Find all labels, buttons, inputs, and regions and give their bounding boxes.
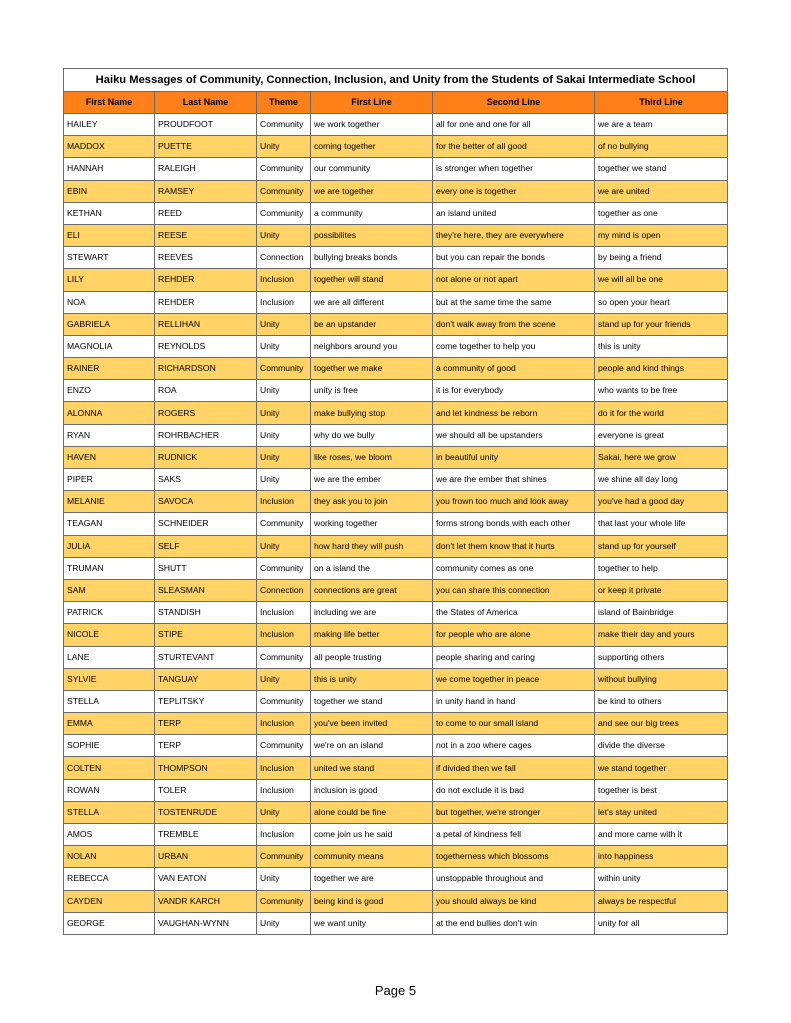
third-line-cell: stand up for your friends — [595, 313, 728, 335]
theme-cell: Community — [257, 890, 311, 912]
second-line-cell: do not exclude it is bad — [433, 779, 595, 801]
third-line-cell: we stand together — [595, 757, 728, 779]
first-line-cell: together will stand — [311, 269, 433, 291]
table-row — [64, 890, 728, 912]
table-row — [64, 535, 728, 557]
first-name-cell: HAVEN — [64, 446, 155, 468]
third-line-cell: and see our big trees — [595, 713, 728, 735]
second-line-cell: we should all be upstanders — [433, 424, 595, 446]
first-name-cell: KETHAN — [64, 202, 155, 224]
theme-cell: Community — [257, 646, 311, 668]
table-row — [64, 846, 728, 868]
first-name-cell: SOPHIE — [64, 735, 155, 757]
table-title: Haiku Messages of Community, Connection, Inclusion, and Unity from the Students of Sakai Intermediate School — [64, 69, 728, 92]
last-name-cell: TERP — [155, 735, 257, 757]
theme-cell: Unity — [257, 535, 311, 557]
first-line-cell: united we stand — [311, 757, 433, 779]
theme-cell: Connection — [257, 247, 311, 269]
last-name-cell: RUDNICK — [155, 446, 257, 468]
second-line-cell: you should always be kind — [433, 890, 595, 912]
first-name-cell: SAM — [64, 579, 155, 601]
last-name-cell: RELLIHAN — [155, 313, 257, 335]
second-line-cell: to come to our small island — [433, 713, 595, 735]
table-row — [64, 557, 728, 579]
second-line-cell: we are the ember that shines — [433, 469, 595, 491]
table-row — [64, 646, 728, 668]
second-line-cell: but at the same time the same — [433, 291, 595, 313]
last-name-cell: ROA — [155, 380, 257, 402]
table-row — [64, 335, 728, 357]
third-line-cell: together to help — [595, 557, 728, 579]
third-line-cell: without bullying — [595, 668, 728, 690]
first-line-cell: possibilites — [311, 224, 433, 246]
last-name-cell: VAUGHAN-WYNN — [155, 912, 257, 934]
table-row — [64, 202, 728, 224]
last-name-cell: SAVOCA — [155, 491, 257, 513]
second-line-cell: every one is together — [433, 180, 595, 202]
last-name-cell: THOMPSON — [155, 757, 257, 779]
first-name-cell: EBIN — [64, 180, 155, 202]
second-line-cell: don't walk away from the scene — [433, 313, 595, 335]
third-line-cell: divide the diverse — [595, 735, 728, 757]
table-row — [64, 446, 728, 468]
first-line-cell: including we are — [311, 602, 433, 624]
third-line-cell: Sakai, here we grow — [595, 446, 728, 468]
first-line-cell: being kind is good — [311, 890, 433, 912]
table-row — [64, 690, 728, 712]
first-line-cell: unity is free — [311, 380, 433, 402]
first-line-cell: making life better — [311, 624, 433, 646]
last-name-cell: TERP — [155, 713, 257, 735]
theme-cell: Community — [257, 557, 311, 579]
second-line-cell: and let kindness be reborn — [433, 402, 595, 424]
theme-cell: Inclusion — [257, 291, 311, 313]
last-name-cell: SCHNEIDER — [155, 513, 257, 535]
theme-cell: Inclusion — [257, 779, 311, 801]
third-line-cell: do it for the world — [595, 402, 728, 424]
third-line-cell: people and kind things — [595, 358, 728, 380]
third-line-cell: everyone is great — [595, 424, 728, 446]
second-line-cell: community comes as one — [433, 557, 595, 579]
first-name-cell: RAINER — [64, 358, 155, 380]
second-line-cell: is stronger when together — [433, 158, 595, 180]
last-name-cell: REESE — [155, 224, 257, 246]
page-number: Page 5 — [374, 983, 417, 998]
table-row — [64, 491, 728, 513]
table-row — [64, 136, 728, 158]
theme-cell: Inclusion — [257, 624, 311, 646]
table-row — [64, 180, 728, 202]
third-line-cell: you've had a good day — [595, 491, 728, 513]
first-line-cell: we are together — [311, 180, 433, 202]
table-row — [64, 801, 728, 823]
second-line-cell: don't let them know that it hurts — [433, 535, 595, 557]
second-line-cell: they're here, they are everywhere — [433, 224, 595, 246]
second-line-cell: you frown too much and look away — [433, 491, 595, 513]
third-line-cell: we will all be one — [595, 269, 728, 291]
first-line-cell: inclusion is good — [311, 779, 433, 801]
first-name-cell: NICOLE — [64, 624, 155, 646]
last-name-cell: URBAN — [155, 846, 257, 868]
second-line-cell: for the better of all good — [433, 136, 595, 158]
last-name-cell: TOLER — [155, 779, 257, 801]
theme-cell: Inclusion — [257, 824, 311, 846]
last-name-cell: STANDISH — [155, 602, 257, 624]
first-line-cell: you've been invited — [311, 713, 433, 735]
third-line-cell: who wants to be free — [595, 380, 728, 402]
theme-cell: Unity — [257, 224, 311, 246]
third-line-cell: we shine all day long — [595, 469, 728, 491]
first-line-cell: alone could be fine — [311, 801, 433, 823]
first-name-cell: MAGNOLIA — [64, 335, 155, 357]
table-row — [64, 912, 728, 934]
last-name-cell: REEVES — [155, 247, 257, 269]
first-name-cell: NOLAN — [64, 846, 155, 868]
first-name-cell: ELI — [64, 224, 155, 246]
second-line-cell: all for one and one for all — [433, 114, 595, 136]
third-line-cell: within unity — [595, 868, 728, 890]
table-row — [64, 668, 728, 690]
first-name-cell: REBECCA — [64, 868, 155, 890]
second-line-cell: people sharing and caring — [433, 646, 595, 668]
third-line-cell: into happiness — [595, 846, 728, 868]
first-line-cell: they ask you to join — [311, 491, 433, 513]
last-name-cell: TANGUAY — [155, 668, 257, 690]
second-line-cell: you can share this connection — [433, 579, 595, 601]
last-name-cell: REHDER — [155, 269, 257, 291]
table-row — [64, 402, 728, 424]
theme-cell: Inclusion — [257, 713, 311, 735]
third-line-cell: so open your heart — [595, 291, 728, 313]
first-name-cell: EMMA — [64, 713, 155, 735]
last-name-cell: SHUTT — [155, 557, 257, 579]
third-line-cell: my mind is open — [595, 224, 728, 246]
first-name-cell: HAILEY — [64, 114, 155, 136]
first-line-cell: make bullying stop — [311, 402, 433, 424]
second-line-cell: in unity hand in hand — [433, 690, 595, 712]
table-row — [64, 158, 728, 180]
table-row — [64, 358, 728, 380]
first-line-cell: this is unity — [311, 668, 433, 690]
theme-cell: Unity — [257, 912, 311, 934]
first-line-cell: bullying breaks bonds — [311, 247, 433, 269]
table-row — [64, 469, 728, 491]
first-line-cell: together we are — [311, 868, 433, 890]
first-name-cell: STELLA — [64, 690, 155, 712]
first-name-cell: CAYDEN — [64, 890, 155, 912]
third-line-cell: together we stand — [595, 158, 728, 180]
table-row — [64, 735, 728, 757]
third-line-cell: make their day and yours — [595, 624, 728, 646]
theme-cell: Community — [257, 735, 311, 757]
first-name-cell: TRUMAN — [64, 557, 155, 579]
theme-cell: Community — [257, 846, 311, 868]
second-line-cell: but together, we're stronger — [433, 801, 595, 823]
theme-cell: Community — [257, 158, 311, 180]
first-name-cell: NOA — [64, 291, 155, 313]
first-line-cell: all people trusting — [311, 646, 433, 668]
second-line-cell: for people who are alone — [433, 624, 595, 646]
first-name-cell: ROWAN — [64, 779, 155, 801]
first-line-cell: on a island the — [311, 557, 433, 579]
second-line-cell: not in a zoo where cages — [433, 735, 595, 757]
first-name-cell: TEAGAN — [64, 513, 155, 535]
table-row — [64, 380, 728, 402]
last-name-cell: RAMSEY — [155, 180, 257, 202]
last-name-cell: STURTEVANT — [155, 646, 257, 668]
table-row — [64, 513, 728, 535]
last-name-cell: SLEASMAN — [155, 579, 257, 601]
column-header-second-line: Second Line — [433, 92, 595, 114]
last-name-cell: ROHRBACHER — [155, 424, 257, 446]
first-name-cell: GEORGE — [64, 912, 155, 934]
theme-cell: Unity — [257, 668, 311, 690]
last-name-cell: STIPE — [155, 624, 257, 646]
second-line-cell: in beautiful unity — [433, 446, 595, 468]
column-header-first-name: First Name — [64, 92, 155, 114]
second-line-cell: a community of good — [433, 358, 595, 380]
theme-cell: Community — [257, 180, 311, 202]
first-line-cell: we are all different — [311, 291, 433, 313]
last-name-cell: ROGERS — [155, 402, 257, 424]
table-body — [64, 114, 728, 935]
first-name-cell: STEWART — [64, 247, 155, 269]
second-line-cell: forms strong bonds with each other — [433, 513, 595, 535]
third-line-cell: and more came with it — [595, 824, 728, 846]
first-name-cell: MADDOX — [64, 136, 155, 158]
last-name-cell: RALEIGH — [155, 158, 257, 180]
third-line-cell: or keep it private — [595, 579, 728, 601]
third-line-cell: let's stay united — [595, 801, 728, 823]
theme-cell: Unity — [257, 313, 311, 335]
second-line-cell: not alone or not apart — [433, 269, 595, 291]
first-line-cell: be an upstander — [311, 313, 433, 335]
second-line-cell: if divided then we fall — [433, 757, 595, 779]
theme-cell: Community — [257, 690, 311, 712]
theme-cell: Unity — [257, 335, 311, 357]
last-name-cell: VANDR KARCH — [155, 890, 257, 912]
theme-cell: Unity — [257, 801, 311, 823]
first-name-cell: PIPER — [64, 469, 155, 491]
first-line-cell: how hard they will push — [311, 535, 433, 557]
first-name-cell: STELLA — [64, 801, 155, 823]
table-row — [64, 757, 728, 779]
table-row — [64, 424, 728, 446]
table-title-row — [64, 69, 728, 92]
table-row — [64, 247, 728, 269]
third-line-cell: island of Bainbridge — [595, 602, 728, 624]
first-name-cell: SYLVIE — [64, 668, 155, 690]
column-header-third-line: Third Line — [595, 92, 728, 114]
first-name-cell: COLTEN — [64, 757, 155, 779]
theme-cell: Community — [257, 358, 311, 380]
third-line-cell: that last your whole life — [595, 513, 728, 535]
first-line-cell: a community — [311, 202, 433, 224]
first-line-cell: we want unity — [311, 912, 433, 934]
last-name-cell: REYNOLDS — [155, 335, 257, 357]
table-row — [64, 868, 728, 890]
second-line-cell: we come together in peace — [433, 668, 595, 690]
second-line-cell: the States of America — [433, 602, 595, 624]
last-name-cell: PROUDFOOT — [155, 114, 257, 136]
table-row — [64, 114, 728, 136]
second-line-cell: togetherness which blossoms — [433, 846, 595, 868]
first-line-cell: come join us he said — [311, 824, 433, 846]
first-name-cell: MELANIE — [64, 491, 155, 513]
third-line-cell: of no bullying — [595, 136, 728, 158]
theme-cell: Unity — [257, 136, 311, 158]
table-row — [64, 313, 728, 335]
table-row — [64, 291, 728, 313]
last-name-cell: SAKS — [155, 469, 257, 491]
column-header-first-line: First Line — [311, 92, 433, 114]
haiku-table — [63, 68, 728, 935]
column-header-last-name: Last Name — [155, 92, 257, 114]
third-line-cell: be kind to others — [595, 690, 728, 712]
first-line-cell: we're on an island — [311, 735, 433, 757]
table-row — [64, 602, 728, 624]
first-line-cell: neighbors around you — [311, 335, 433, 357]
second-line-cell: an island united — [433, 202, 595, 224]
second-line-cell: but you can repair the bonds — [433, 247, 595, 269]
table-row — [64, 824, 728, 846]
table-row — [64, 624, 728, 646]
second-line-cell: at the end bullies don't win — [433, 912, 595, 934]
first-line-cell: we are the ember — [311, 469, 433, 491]
column-header-theme: Theme — [257, 92, 311, 114]
first-line-cell: our community — [311, 158, 433, 180]
third-line-cell: this is unity — [595, 335, 728, 357]
last-name-cell: TEPLITSKY — [155, 690, 257, 712]
theme-cell: Community — [257, 114, 311, 136]
first-line-cell: working together — [311, 513, 433, 535]
theme-cell: Inclusion — [257, 491, 311, 513]
third-line-cell: stand up for yourself — [595, 535, 728, 557]
second-line-cell: it is for everybody — [433, 380, 595, 402]
theme-cell: Unity — [257, 402, 311, 424]
table-row — [64, 224, 728, 246]
first-line-cell: connections are great — [311, 579, 433, 601]
last-name-cell: TOSTENRUDE — [155, 801, 257, 823]
first-line-cell: community means — [311, 846, 433, 868]
third-line-cell: supporting others — [595, 646, 728, 668]
table-row — [64, 713, 728, 735]
third-line-cell: we are a team — [595, 114, 728, 136]
theme-cell: Inclusion — [257, 602, 311, 624]
theme-cell: Unity — [257, 380, 311, 402]
last-name-cell: TREMBLE — [155, 824, 257, 846]
first-line-cell: together we stand — [311, 690, 433, 712]
theme-cell: Community — [257, 513, 311, 535]
theme-cell: Unity — [257, 446, 311, 468]
first-name-cell: ENZO — [64, 380, 155, 402]
last-name-cell: VAN EATON — [155, 868, 257, 890]
first-name-cell: LANE — [64, 646, 155, 668]
third-line-cell: always be respectful — [595, 890, 728, 912]
table-row — [64, 779, 728, 801]
first-line-cell: why do we bully — [311, 424, 433, 446]
first-line-cell: coming together — [311, 136, 433, 158]
second-line-cell: a petal of kindness fell — [433, 824, 595, 846]
third-line-cell: together is best — [595, 779, 728, 801]
third-line-cell: together as one — [595, 202, 728, 224]
theme-cell: Inclusion — [257, 757, 311, 779]
first-name-cell: AMOS — [64, 824, 155, 846]
first-name-cell: ALONNA — [64, 402, 155, 424]
theme-cell: Unity — [257, 424, 311, 446]
first-name-cell: PATRICK — [64, 602, 155, 624]
theme-cell: Inclusion — [257, 269, 311, 291]
last-name-cell: SELF — [155, 535, 257, 557]
second-line-cell: unstoppable throughout and — [433, 868, 595, 890]
third-line-cell: we are united — [595, 180, 728, 202]
first-name-cell: RYAN — [64, 424, 155, 446]
last-name-cell: PUETTE — [155, 136, 257, 158]
first-name-cell: JULIA — [64, 535, 155, 557]
first-name-cell: LILY — [64, 269, 155, 291]
column-header-row — [64, 92, 728, 114]
table-row — [64, 269, 728, 291]
first-name-cell: HANNAH — [64, 158, 155, 180]
first-name-cell: GABRIELA — [64, 313, 155, 335]
third-line-cell: by being a friend — [595, 247, 728, 269]
first-line-cell: together we make — [311, 358, 433, 380]
second-line-cell: come together to help you — [433, 335, 595, 357]
table-row — [64, 579, 728, 601]
first-line-cell: like roses, we bloom — [311, 446, 433, 468]
theme-cell: Unity — [257, 469, 311, 491]
last-name-cell: REED — [155, 202, 257, 224]
last-name-cell: RICHARDSON — [155, 358, 257, 380]
last-name-cell: REHDER — [155, 291, 257, 313]
first-line-cell: we work together — [311, 114, 433, 136]
theme-cell: Connection — [257, 579, 311, 601]
third-line-cell: unity for all — [595, 912, 728, 934]
theme-cell: Community — [257, 202, 311, 224]
theme-cell: Unity — [257, 868, 311, 890]
